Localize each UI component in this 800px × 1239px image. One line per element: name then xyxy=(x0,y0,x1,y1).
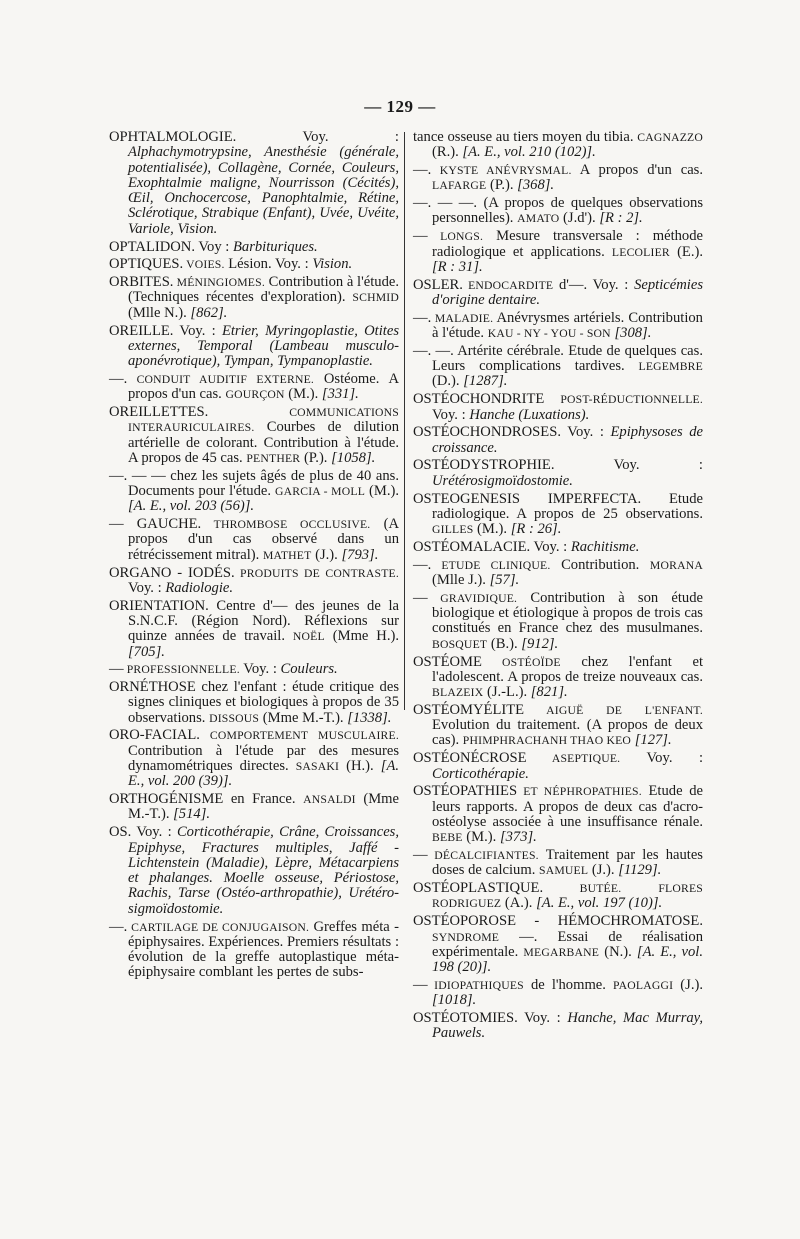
index-entry xyxy=(413,163,703,194)
entry-text: Evolution du traitement. (A propos de deux cas). xyxy=(432,717,703,749)
index-entry xyxy=(109,240,399,255)
index-entry xyxy=(109,405,399,466)
index-entry xyxy=(413,703,703,749)
entry-reference: [705]. xyxy=(128,643,165,660)
entry-reference: [308]. xyxy=(614,325,652,342)
entry-author: CAGNAZZO xyxy=(637,131,703,144)
entry-reference: [1129]. xyxy=(618,862,662,879)
entry-headword: OPHTALMOLOGIE. xyxy=(109,129,237,145)
entry-headword: —. —. xyxy=(413,342,454,359)
entry-headword: — xyxy=(413,228,428,245)
entry-author: PENTHER xyxy=(246,451,301,465)
entry-reference: Hanche (Luxations). xyxy=(469,406,590,423)
entry-subheading: COMMUNICATIONS INTERAURICULAIRES. xyxy=(128,406,399,435)
entry-text-2: (M.). xyxy=(462,829,500,846)
entry-subheading: AIGUË DE L'ENFANT. xyxy=(524,703,703,717)
entry-text: A propos d'un cas. xyxy=(571,162,703,179)
index-entry xyxy=(413,196,703,227)
entry-subheading: PRODUITS DE CONTRASTE. xyxy=(234,566,399,580)
entry-author: SCHMID xyxy=(352,291,399,305)
entry-subheading: POST-RÉDUCTIONNELLE. xyxy=(544,393,703,407)
entry-reference: Epiphysoses de croissance. xyxy=(432,424,703,456)
index-entry xyxy=(413,425,703,456)
entry-headword: — xyxy=(413,589,428,606)
index-entry xyxy=(109,566,399,597)
entry-text: chez les sujets âgés de plus de 40 ans. Documents pour l'étude. xyxy=(128,467,399,500)
entry-reference: Couleurs. xyxy=(280,661,338,678)
entry-text: Traitement par les hautes doses de calcium. xyxy=(432,847,703,879)
entry-reference: [368]. xyxy=(517,177,555,194)
entry-text-2: (H.). xyxy=(339,758,381,775)
index-entry xyxy=(413,392,703,423)
entry-reference: [A. E., vol. 197 (10)]. xyxy=(536,895,663,912)
entry-reference: [A. E., vol. 200 (39)]. xyxy=(128,758,400,790)
entry-reference: Alphachymotrypsine, Anesthésie (générale, potentialisée), Collagène, Cornée, Couleurs, Exophtalmie maligne, Nourrisson (Cécités), Œil, Onchocercose, Panophtalmie, Rétine, Sclérotique, Strabique (Enfant), Uvée, Uvéite, Variole, Vision. xyxy=(128,144,399,237)
entry-author: ANSALDI xyxy=(303,793,356,807)
entry-text-2: (J.-L.). xyxy=(483,684,531,701)
entry-text-2: (J.). xyxy=(311,546,342,563)
entry-author: SAMUEL xyxy=(539,864,589,878)
entry-author: BOSQUET xyxy=(432,637,488,651)
entry-text-2: (M.). xyxy=(365,483,399,500)
entry-headword: OREILLETTES. xyxy=(109,404,209,421)
entry-headword: —. xyxy=(413,309,432,326)
entry-text: Voy. : xyxy=(239,661,281,678)
entry-text: Artérite cérébrale. Etude de quelques cas. Leurs complications tardives. xyxy=(432,342,703,375)
entry-author: PHIMPHRACHANH THAO KEO xyxy=(462,734,632,748)
entry-reference: [912]. xyxy=(521,635,559,652)
entry-reference: Septicémies d'origine dentaire. xyxy=(432,276,703,308)
entry-subheading: IDIOPATHIQUES xyxy=(427,978,524,992)
entry-text: Voy. : xyxy=(560,424,611,441)
index-entry xyxy=(413,1011,703,1042)
entry-reference: [331]. xyxy=(321,386,359,403)
entry-reference: [A. E., vol. 198 (20)]. xyxy=(432,943,704,976)
entry-headword: ORNÉTHOSE xyxy=(109,679,196,696)
entry-subheading: ENDOCARDITE xyxy=(462,278,554,292)
entry-headword: ORGANO - IODÉS. xyxy=(109,564,235,581)
entry-headword: —. xyxy=(413,162,432,179)
entry-text: Contribution à l'étude. (Techniques récentes d'exploration). xyxy=(128,274,399,306)
entry-headword: OREILLE. xyxy=(109,322,174,339)
entry-text: Contribution à l'étude par des mesures dynamométriques directes. xyxy=(128,742,399,775)
index-entry xyxy=(413,881,703,912)
entry-text-2: (M.). xyxy=(473,521,511,538)
entry-headword: — GAUCHE. xyxy=(109,516,202,533)
index-entry xyxy=(109,257,399,272)
entry-text-2: (P.). xyxy=(300,449,332,466)
entry-reference: Vision. xyxy=(312,256,353,273)
entry-author: MEGARBANE xyxy=(523,945,600,959)
entry-text: (A propos d'un cas observé dans un rétrécissement mitral). xyxy=(128,516,399,563)
entry-reference: [514]. xyxy=(173,806,211,823)
entry-author: SASAKI xyxy=(295,760,340,774)
entry-subheading: VOIES. xyxy=(183,258,225,272)
entry-reference: [R : 31]. xyxy=(432,258,483,275)
entry-subheading: ET NÉPHROPATHIES. xyxy=(517,785,642,799)
entry-author: LECOLIER xyxy=(611,245,670,259)
entry-text: Voy. : xyxy=(432,406,470,423)
entry-author: PAOLAGGI xyxy=(613,978,674,992)
entry-reference: Etrier, Myringoplastie, Otites externes, Temporal (Lambeau musculo-aponévrotique), Tympan, Tympanoplastie. xyxy=(128,322,399,370)
index-entry xyxy=(109,275,399,321)
entry-text-2: (J.d'). xyxy=(559,210,600,227)
entry-headword: ORIENTATION. xyxy=(109,597,209,614)
entry-text: de l'homme. xyxy=(523,976,614,993)
entry-text: Contribution. xyxy=(550,556,650,573)
index-entry xyxy=(413,591,703,652)
entry-text-2: (N.). xyxy=(599,943,637,960)
entry-reference: [1018]. xyxy=(432,992,477,1009)
entry-reference: [1338]. xyxy=(347,709,392,726)
column-divider xyxy=(404,132,405,710)
entry-headword: OSLER. xyxy=(413,276,463,293)
entry-headword: OSTÉOCHONDRITE xyxy=(413,391,545,408)
entry-text: Etude radiologique. A propos de 25 observations. xyxy=(432,490,703,522)
entry-author: LEGEMBRE xyxy=(638,360,703,374)
entry-headword: OPTALIDON. xyxy=(109,238,195,255)
entry-author: AMATO xyxy=(517,212,560,226)
left-column xyxy=(109,130,399,983)
entry-reference: [127]. xyxy=(634,732,672,749)
entry-text: Mesure transversale : méthode radiologique et applications. xyxy=(432,228,703,260)
entry-headword: —. — —. xyxy=(413,195,477,212)
entry-author: LAFARGE xyxy=(432,179,487,193)
entry-subheading: ASEPTIQUE. xyxy=(526,752,621,766)
entry-text: Voy : xyxy=(194,238,233,255)
entry-subheading: KYSTE ANÉVRYSMAL. xyxy=(431,164,572,178)
index-entry xyxy=(413,278,703,309)
entry-text: (A propos de quelques observations personnelles). xyxy=(432,195,704,227)
entry-text: Lésion. Voy. : xyxy=(224,256,313,273)
index-entry xyxy=(413,848,703,879)
entry-author: GILLES xyxy=(432,523,474,537)
entry-reference: [1058]. xyxy=(331,449,376,466)
entry-text: Voy. : xyxy=(530,538,571,555)
entry-reference: Corticothérapie. xyxy=(432,765,529,782)
entry-author: BLAZEIX xyxy=(432,686,484,700)
entry-text: Voy. : xyxy=(131,824,177,841)
index-entry xyxy=(413,914,703,975)
entry-text: tance osseuse au tiers moyen du tibia. xyxy=(413,129,638,145)
entry-author: MORANA xyxy=(649,558,703,572)
index-entry xyxy=(109,599,399,660)
index-entry xyxy=(109,372,399,403)
index-entry xyxy=(413,229,703,275)
entry-text: Greffes méta - épiphysaires. Expériences. Premiers résultats : évolution de la greffe autoplastique méta-épiphysaire comblant les pertes de subs- xyxy=(128,918,400,981)
index-entry xyxy=(413,492,703,538)
entry-text-2: (J.). xyxy=(673,976,704,993)
index-entry xyxy=(109,728,399,789)
index-entry xyxy=(109,324,399,370)
index-entry xyxy=(109,517,399,563)
entry-text: Voy. : xyxy=(620,750,704,767)
entry-headword: — xyxy=(413,976,428,993)
entry-headword: OS. xyxy=(109,824,132,841)
index-entry xyxy=(413,655,703,701)
entry-text-2: (Mme M.-T.). xyxy=(128,791,399,823)
entry-headword: ORBITES. xyxy=(109,274,174,291)
entry-headword: —. xyxy=(109,918,128,935)
index-entry xyxy=(413,540,703,555)
index-entry xyxy=(413,458,703,489)
entry-text-2: (Mlle J.). xyxy=(432,572,490,589)
index-entry xyxy=(109,825,399,917)
entry-text: chez l'enfant : étude critique des signes cliniques et biologiques à propos de 35 observations. xyxy=(128,679,399,726)
entry-subheading: MALADIE. xyxy=(431,311,494,325)
entry-subheading: CONDUIT AUDITIF EXTERNE. xyxy=(127,372,315,386)
entry-headword: OSTÉOPOROSE - HÉMOCHROMATOSE. xyxy=(413,913,703,930)
entry-text-2: (Mme M.-T.). xyxy=(259,709,348,726)
entry-author: GOURÇON xyxy=(225,388,285,402)
entry-text: Voy. : xyxy=(517,1010,568,1027)
entry-headword: OSTÉONÉCROSE xyxy=(413,750,527,767)
entry-subheading: BUTÉE. xyxy=(543,882,622,896)
entry-text-2: (Mlle N.). xyxy=(128,304,191,321)
index-entry xyxy=(413,784,703,845)
entry-author: BEBE xyxy=(432,831,463,845)
entry-headword: — xyxy=(413,847,428,864)
index-entry xyxy=(413,130,703,161)
index-entry xyxy=(413,344,703,390)
entry-text: Courbes de dilution artérielle de colorant. Contribution à l'étude. A propos de 45 cas. xyxy=(128,419,399,466)
right-column xyxy=(413,130,703,1044)
index-entry xyxy=(413,978,703,1009)
entry-author: DISSOUS xyxy=(209,711,260,725)
entry-author: NOËL xyxy=(292,630,325,644)
entry-headword: OSTÉOPATHIES xyxy=(413,783,518,800)
entry-reference: [57]. xyxy=(489,572,520,589)
entry-reference: [793]. xyxy=(341,546,379,563)
entry-author: FLORES RODRIGUEZ xyxy=(432,882,703,911)
entry-text-2: (J.). xyxy=(588,862,619,879)
entry-reference: [373]. xyxy=(499,829,537,846)
index-entry xyxy=(109,130,399,237)
entry-subheading: COMPORTEMENT MUSCULAIRE. xyxy=(199,729,399,743)
entry-subheading: MÉNINGIOMES. xyxy=(173,276,265,290)
entry-subheading: CARTILAGE DE CONJUGAISON. xyxy=(127,920,310,934)
entry-headword: —. xyxy=(109,370,128,387)
entry-headword: — xyxy=(109,661,124,678)
entry-subheading: PROFESSIONNELLE. xyxy=(123,663,240,677)
entry-author: GARCIA - MOLL xyxy=(274,485,366,499)
index-entry xyxy=(109,680,399,726)
index-entry xyxy=(109,662,399,677)
entry-text-2: (A.). xyxy=(501,895,537,912)
entry-text: Ostéome. A propos d'un cas. xyxy=(128,370,399,403)
entry-reference: [R : 2]. xyxy=(599,210,643,227)
entry-reference: [1287]. xyxy=(463,373,508,390)
entry-reference: [A. E., vol. 203 (56)]. xyxy=(128,498,255,515)
entry-text: Voy. : xyxy=(554,457,703,474)
entry-text: Anévrysmes artériels. Contribution à l'étude. xyxy=(432,309,703,342)
entry-text xyxy=(621,880,658,896)
entry-reference: Corticothérapie, Crâne, Croissances, Epiphyse, Fractures multiples, Jaffé - Lichtenstein (Maladie), Lèpre, Métacarpiens et phalanges. Moelle osseuse, Périostose, Rachis, Tarse (Ostéo-arthropathie), Urétéro-sigmoïdostomie. xyxy=(128,824,400,917)
entry-text-2: (Mme H.). xyxy=(324,628,399,645)
index-entry xyxy=(413,751,703,782)
entry-text-2: (M.). xyxy=(284,386,322,403)
entry-text-2: (E.). xyxy=(669,243,703,260)
entry-subheading: GRAVIDIQUE. xyxy=(427,591,518,605)
entry-reference: Hanche, Mac Murray, Pauwels. xyxy=(432,1010,703,1042)
entry-text: Voy. : xyxy=(236,129,399,145)
entry-reference: [R : 26]. xyxy=(510,521,562,538)
entry-headword: OSTÉOTOMIES. xyxy=(413,1010,518,1027)
entry-subheading: ETUDE CLINIQUE. xyxy=(431,558,551,572)
entry-subheading: LONGS. xyxy=(427,230,484,244)
entry-subheading: SYNDROME xyxy=(432,930,500,944)
entry-headword: OPTIQUES. xyxy=(109,256,184,273)
entry-text: Etude de leurs rapports. A propos de deux cas d'acro-ostéolyse associée à une insuffisance rénale. xyxy=(432,783,703,830)
entry-reference: [821]. xyxy=(530,684,568,701)
entry-text: —. Essai de réalisation expérimentale. xyxy=(432,928,703,960)
entry-text: Voy. : xyxy=(173,322,222,339)
entry-headword: OSTÉOPLASTIQUE. xyxy=(413,880,544,897)
entry-text: Contribution à son étude biologique et étiologique à propos de trois cas constitués en France chez des musulmanes. xyxy=(432,589,704,637)
entry-headword: —. xyxy=(413,556,432,573)
entry-text-2: (D.). xyxy=(432,373,464,390)
index-entry xyxy=(109,792,399,823)
entry-headword: ORTHOGÉNISME xyxy=(109,791,224,808)
entry-subheading: DÉCALCIFIANTES. xyxy=(427,849,539,863)
entry-text: Centre d'— des jeunes de la S.N.C.F. (Région Nord). Réflexions sur quinze années de travail. xyxy=(128,597,399,645)
entry-subheading: OSTÉOÏDE xyxy=(481,655,561,669)
index-entry xyxy=(413,558,703,589)
entry-text: en France. xyxy=(223,791,304,808)
entry-author: MATHET xyxy=(262,548,312,562)
entry-headword: OSTÉODYSTROPHIE. xyxy=(413,457,555,474)
index-entry xyxy=(109,469,399,515)
entry-reference: Rachitisme. xyxy=(570,538,640,555)
index-entry xyxy=(413,311,703,342)
entry-headword: ORO-FACIAL. xyxy=(109,727,200,744)
entry-reference: Barbituriques. xyxy=(232,238,318,255)
page-number: — 129 — xyxy=(364,97,436,116)
entry-headword: OSTÉOCHONDROSES. xyxy=(413,424,561,441)
entry-headword: OSTÉOMYÉLITE xyxy=(413,701,525,718)
entry-text-2: (R.). xyxy=(432,144,463,161)
entry-reference: [862]. xyxy=(190,304,228,321)
entry-text: Voy. : xyxy=(128,579,166,596)
entry-text: chez l'enfant et l'adolescent. A propos de treize nouveaux cas. xyxy=(432,653,703,685)
entry-text-2: (P.). xyxy=(486,177,518,194)
entry-subheading: THROMBOSE OCCLUSIVE. xyxy=(201,518,371,532)
entry-reference: Radiologie. xyxy=(165,579,234,596)
entry-headword: —. — — xyxy=(109,467,166,484)
entry-headword: OSTÉOMALACIE. xyxy=(413,538,531,555)
entry-text-2: (B.). xyxy=(487,635,522,652)
entry-headword: OSTEOGENESIS IMPERFECTA. xyxy=(413,490,642,507)
index-entry xyxy=(109,920,399,981)
entry-author: KAU - NY - YOU - SON xyxy=(487,327,611,341)
entry-headword: OSTÉOME xyxy=(413,653,482,670)
entry-reference: Urétérosigmoïdostomie. xyxy=(432,472,573,489)
entry-reference: [A. E., vol. 210 (102)]. xyxy=(462,144,596,161)
entry-text: d'—. Voy. : xyxy=(553,276,635,293)
